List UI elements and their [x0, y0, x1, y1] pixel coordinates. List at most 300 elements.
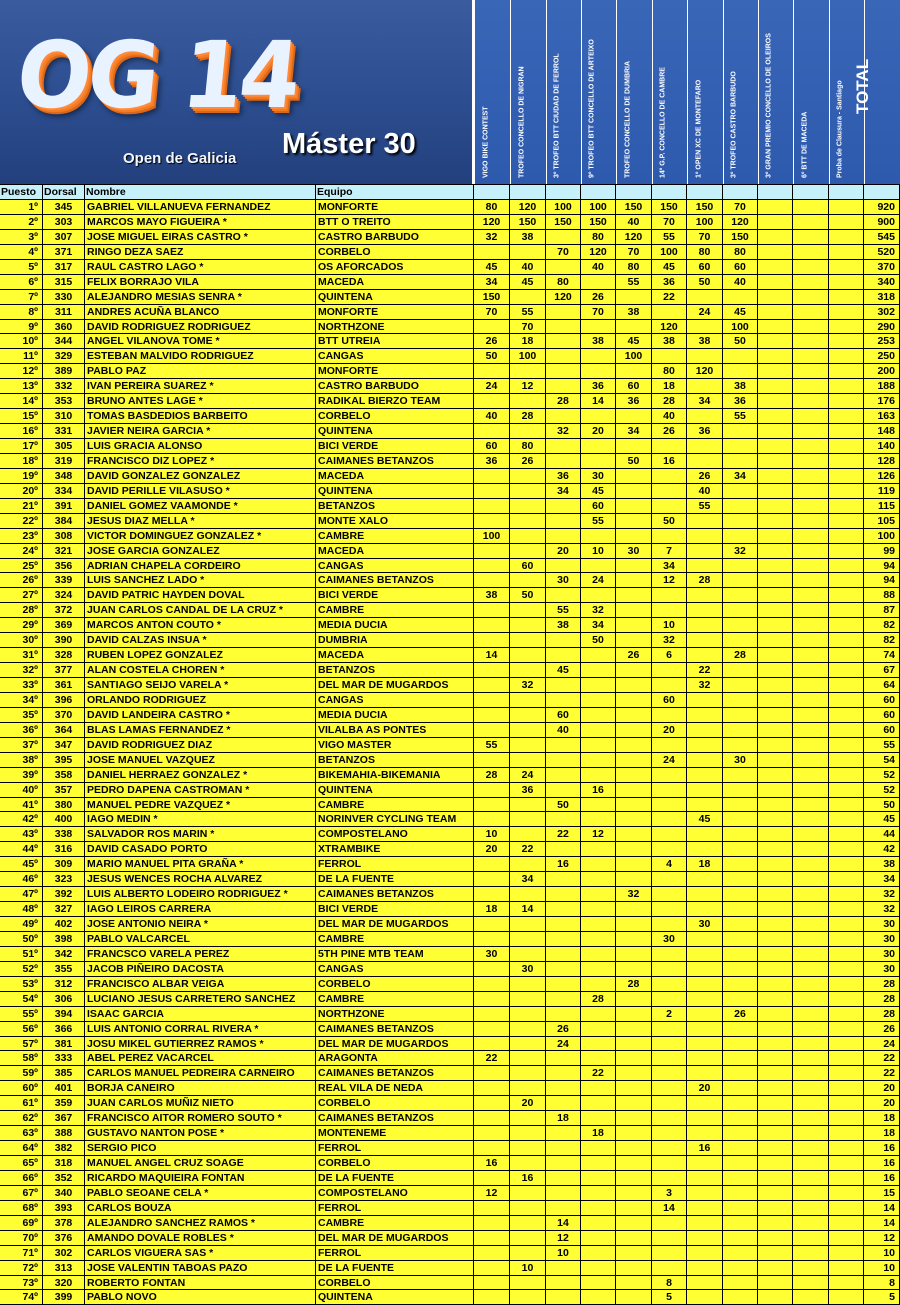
- cell-race-points: 28: [652, 394, 687, 408]
- cell-race-points: [758, 1051, 793, 1065]
- cell-race-points: [758, 812, 793, 826]
- cell-race-points: [581, 768, 616, 782]
- cell-total: 290: [864, 320, 900, 334]
- cell-race-points: [581, 1037, 616, 1051]
- cell-race-points: [829, 1141, 864, 1155]
- cell-race-points: [652, 1037, 687, 1051]
- cell-race-points: [616, 842, 652, 856]
- cell-race-points: 36: [510, 783, 546, 797]
- table-row: [0, 1141, 900, 1156]
- cell-race-points: 70: [510, 320, 546, 334]
- cell-race-points: [510, 1290, 546, 1304]
- cell-race-points: [758, 1007, 793, 1021]
- cell-puesto: 69º: [0, 1216, 43, 1230]
- cell-equipo: CASTRO BARBUDO: [316, 379, 474, 393]
- cell-race-points: [687, 1201, 723, 1215]
- cell-race-points: 150: [687, 200, 723, 214]
- cell-race-points: 55: [687, 499, 723, 513]
- cell-puesto: 33º: [0, 678, 43, 692]
- cell-total: 18: [864, 1111, 900, 1125]
- cell-race-points: [723, 454, 758, 468]
- table-row: [0, 454, 900, 469]
- cell-nombre: ABEL PEREZ VACARCEL: [85, 1051, 316, 1065]
- cell-race-points: [510, 1276, 546, 1290]
- cell-nombre: MARCOS ANTON COUTO *: [85, 618, 316, 632]
- cell-race-points: [723, 872, 758, 886]
- cell-total: 30: [864, 962, 900, 976]
- cell-nombre: JOSE VALENTIN TABOAS PAZO: [85, 1261, 316, 1275]
- table-row: [0, 783, 900, 798]
- table-row: [0, 1111, 900, 1126]
- cell-race-points: [829, 1201, 864, 1215]
- cell-nombre: BORJA CANEIRO: [85, 1081, 316, 1095]
- cell-race-points: [793, 1171, 829, 1185]
- cell-race-points: [793, 1126, 829, 1140]
- cell-race-points: 14: [474, 648, 510, 662]
- cell-race-points: 60: [546, 708, 581, 722]
- cell-race-points: [687, 962, 723, 976]
- cell-race-points: [510, 827, 546, 841]
- cell-race-points: 24: [687, 305, 723, 319]
- cell-equipo: MONTENEME: [316, 1126, 474, 1140]
- cell-race-points: [546, 499, 581, 513]
- cell-race-points: [758, 1096, 793, 1110]
- cell-puesto: 19º: [0, 469, 43, 483]
- cell-race-points: [687, 544, 723, 558]
- cell-equipo: CAMBRE: [316, 798, 474, 812]
- cell-race-points: [758, 409, 793, 423]
- cell-race-points: 55: [723, 409, 758, 423]
- cell-race-points: [510, 1156, 546, 1170]
- cell-puesto: 22º: [0, 514, 43, 528]
- cell-race-points: [474, 1126, 510, 1140]
- table-row: [0, 275, 900, 290]
- cell-race-points: [546, 409, 581, 423]
- cell-race-points: [581, 708, 616, 722]
- table-row: [0, 872, 900, 887]
- cell-race-points: [793, 1081, 829, 1095]
- cell-total: 253: [864, 334, 900, 348]
- cell-race-points: [793, 842, 829, 856]
- cell-race-points: [581, 1007, 616, 1021]
- cell-race-points: [793, 364, 829, 378]
- cell-dorsal: 302: [43, 1246, 85, 1260]
- cell-race-points: [546, 1276, 581, 1290]
- cell-dorsal: 356: [43, 559, 85, 573]
- cell-race-points: [652, 708, 687, 722]
- cell-nombre: PEDRO DAPENA CASTROMAN *: [85, 783, 316, 797]
- cell-puesto: 41º: [0, 798, 43, 812]
- cell-race-points: 38: [474, 588, 510, 602]
- cell-race-points: [510, 753, 546, 767]
- cell-dorsal: 357: [43, 783, 85, 797]
- cell-race-points: [510, 992, 546, 1006]
- cell-race-points: [758, 260, 793, 274]
- cell-race-points: [687, 977, 723, 991]
- cell-dorsal: 308: [43, 529, 85, 543]
- cell-race-points: [758, 1126, 793, 1140]
- cell-nombre: BLAS LAMAS FERNANDEZ *: [85, 723, 316, 737]
- cell-race-points: [829, 753, 864, 767]
- cell-race-points: [616, 484, 652, 498]
- cell-total: 22: [864, 1066, 900, 1080]
- cell-nombre: CARLOS MANUEL PEDREIRA CARNEIRO: [85, 1066, 316, 1080]
- cell-race-points: [474, 499, 510, 513]
- cell-race-points: [616, 723, 652, 737]
- cell-race-points: 120: [616, 230, 652, 244]
- cell-race-points: [723, 842, 758, 856]
- cell-nombre: FRANCSCO VARELA PEREZ: [85, 947, 316, 961]
- cell-nombre: FRANCISCO ALBAR VEIGA: [85, 977, 316, 991]
- cell-dorsal: 359: [43, 1096, 85, 1110]
- cell-race-points: [474, 723, 510, 737]
- cell-equipo: BETANZOS: [316, 753, 474, 767]
- cell-nombre: DAVID GONZALEZ GONZALEZ: [85, 469, 316, 483]
- cell-race-points: [687, 932, 723, 946]
- cell-race-points: [474, 603, 510, 617]
- cell-race-points: [474, 1246, 510, 1260]
- cell-nombre: ANGEL VILANOVA TOME *: [85, 334, 316, 348]
- cell-race-points: [793, 1261, 829, 1275]
- cell-puesto: 56º: [0, 1022, 43, 1036]
- cell-nombre: JESUS DIAZ MELLA *: [85, 514, 316, 528]
- table-row: [0, 215, 900, 230]
- cell-race-points: [510, 618, 546, 632]
- cell-race-points: [474, 872, 510, 886]
- cell-race-points: [829, 379, 864, 393]
- cell-race-points: [546, 1096, 581, 1110]
- table-row: [0, 230, 900, 245]
- cell-race-points: 50: [616, 454, 652, 468]
- cell-race-points: [616, 798, 652, 812]
- cell-race-points: 20: [510, 1096, 546, 1110]
- cell-race-points: [616, 1290, 652, 1304]
- cell-equipo: VIGO MASTER: [316, 738, 474, 752]
- cell-race-points: [616, 409, 652, 423]
- cell-race-points: [652, 603, 687, 617]
- cell-race-points: [546, 962, 581, 976]
- cell-race-points: [474, 484, 510, 498]
- cell-equipo: CANGAS: [316, 559, 474, 573]
- cell-race-points: [793, 529, 829, 543]
- cell-race-points: [829, 678, 864, 692]
- cell-race-points: [546, 812, 581, 826]
- cell-race-points: [616, 1186, 652, 1200]
- cell-race-points: [829, 1111, 864, 1125]
- cell-race-points: [793, 424, 829, 438]
- cell-dorsal: 400: [43, 812, 85, 826]
- cell-dorsal: 392: [43, 887, 85, 901]
- table-row: [0, 603, 900, 618]
- cell-race-points: [687, 290, 723, 304]
- table-row: [0, 768, 900, 783]
- cell-race-points: [687, 1290, 723, 1304]
- cell-puesto: 45º: [0, 857, 43, 871]
- cell-race-points: [510, 1111, 546, 1125]
- cell-race-points: [758, 1231, 793, 1245]
- cell-race-points: [474, 1096, 510, 1110]
- cell-race-points: [829, 544, 864, 558]
- race-header-1: [474, 0, 510, 184]
- cell-race-points: 38: [510, 230, 546, 244]
- cell-race-points: [793, 1066, 829, 1080]
- cell-dorsal: 333: [43, 1051, 85, 1065]
- cell-dorsal: 352: [43, 1171, 85, 1185]
- cell-race-points: [723, 1246, 758, 1260]
- table-row: [0, 588, 900, 603]
- cell-dorsal: 381: [43, 1037, 85, 1051]
- cell-race-points: [616, 618, 652, 632]
- cell-race-points: [474, 618, 510, 632]
- cell-race-points: [474, 1231, 510, 1245]
- cell-race-points: 18: [510, 334, 546, 348]
- cell-race-points: [616, 947, 652, 961]
- cell-race-points: [793, 1231, 829, 1245]
- cell-race-points: [510, 1186, 546, 1200]
- cell-race-points: [510, 1201, 546, 1215]
- cell-race-points: [616, 633, 652, 647]
- cell-race-points: 14: [581, 394, 616, 408]
- cell-race-points: 100: [546, 200, 581, 214]
- cell-dorsal: 321: [43, 544, 85, 558]
- cell-nombre: DAVID RODRIGUEZ DIAZ: [85, 738, 316, 752]
- cell-race-points: [687, 439, 723, 453]
- cell-race-points: [687, 1126, 723, 1140]
- cell-equipo: COMPOSTELANO: [316, 1186, 474, 1200]
- cell-race-points: 70: [616, 245, 652, 259]
- cell-race-points: [474, 663, 510, 677]
- cell-dorsal: 313: [43, 1261, 85, 1275]
- cell-puesto: 17º: [0, 439, 43, 453]
- cell-race-points: 10: [546, 1246, 581, 1260]
- cell-race-points: [793, 1290, 829, 1304]
- cell-race-points: [616, 1022, 652, 1036]
- cell-race-points: [687, 1156, 723, 1170]
- cell-race-points: [829, 708, 864, 722]
- cell-race-points: 28: [616, 977, 652, 991]
- cell-race-points: [723, 1186, 758, 1200]
- cell-nombre: IAGO LEIROS CARRERA: [85, 902, 316, 916]
- table-row: [0, 753, 900, 768]
- cell-race-points: [723, 827, 758, 841]
- cell-race-points: [829, 917, 864, 931]
- cell-dorsal: 311: [43, 305, 85, 319]
- cell-race-points: [687, 1051, 723, 1065]
- cell-race-points: [758, 290, 793, 304]
- cell-race-points: 150: [510, 215, 546, 229]
- cell-race-points: [581, 409, 616, 423]
- cell-race-points: [829, 215, 864, 229]
- cell-race-points: [652, 1261, 687, 1275]
- cell-race-points: 26: [652, 424, 687, 438]
- race-col-head: [510, 185, 546, 199]
- cell-race-points: [616, 290, 652, 304]
- cell-race-points: [510, 887, 546, 901]
- cell-race-points: [793, 275, 829, 289]
- cell-total: 24: [864, 1037, 900, 1051]
- cell-total: 18: [864, 1126, 900, 1140]
- cell-race-points: [510, 1022, 546, 1036]
- cell-equipo: BETANZOS: [316, 499, 474, 513]
- cell-equipo: MONFORTE: [316, 305, 474, 319]
- cell-puesto: 60º: [0, 1081, 43, 1095]
- cell-race-points: [474, 693, 510, 707]
- cell-race-points: [652, 439, 687, 453]
- cell-nombre: DAVID LANDEIRA CASTRO *: [85, 708, 316, 722]
- cell-nombre: IAGO MEDIN *: [85, 812, 316, 826]
- table-row: [0, 678, 900, 693]
- cell-race-points: 12: [510, 379, 546, 393]
- cell-race-points: [793, 1051, 829, 1065]
- cell-total: 64: [864, 678, 900, 692]
- cell-race-points: 36: [652, 275, 687, 289]
- cell-race-points: [829, 320, 864, 334]
- cell-race-points: [793, 977, 829, 991]
- race-col-head: [793, 185, 829, 199]
- cell-race-points: 32: [723, 544, 758, 558]
- cell-race-points: [687, 872, 723, 886]
- cell-race-points: [829, 812, 864, 826]
- race-headers: [474, 0, 900, 184]
- cell-race-points: [510, 693, 546, 707]
- table-row: [0, 499, 900, 514]
- cell-race-points: [616, 1051, 652, 1065]
- cell-race-points: [546, 559, 581, 573]
- cell-race-points: 28: [723, 648, 758, 662]
- cell-dorsal: 347: [43, 738, 85, 752]
- cell-race-points: [829, 588, 864, 602]
- cell-equipo: DE LA FUENTE: [316, 1261, 474, 1275]
- cell-nombre: CARLOS VIGUERA SAS *: [85, 1246, 316, 1260]
- cell-race-points: 32: [581, 603, 616, 617]
- cell-race-points: [581, 588, 616, 602]
- cell-race-points: [616, 1231, 652, 1245]
- cell-dorsal: 355: [43, 962, 85, 976]
- cell-total: 28: [864, 992, 900, 1006]
- cell-total: 318: [864, 290, 900, 304]
- cell-race-points: [510, 544, 546, 558]
- cell-race-points: [758, 962, 793, 976]
- cell-race-points: [758, 1022, 793, 1036]
- cell-race-points: [793, 1276, 829, 1290]
- cell-race-points: [616, 439, 652, 453]
- cell-race-points: [758, 469, 793, 483]
- table-row: [0, 305, 900, 320]
- cell-nombre: ESTEBAN MALVIDO RODRIGUEZ: [85, 349, 316, 363]
- cell-puesto: 49º: [0, 917, 43, 931]
- cell-race-points: [793, 738, 829, 752]
- cell-race-points: [546, 320, 581, 334]
- cell-race-points: [687, 738, 723, 752]
- cell-equipo: CANGAS: [316, 693, 474, 707]
- cell-race-points: 28: [581, 992, 616, 1006]
- cell-dorsal: 372: [43, 603, 85, 617]
- cell-puesto: 59º: [0, 1066, 43, 1080]
- cell-race-points: 24: [474, 379, 510, 393]
- cell-race-points: 55: [510, 305, 546, 319]
- cell-puesto: 51º: [0, 947, 43, 961]
- cell-race-points: 150: [652, 200, 687, 214]
- cell-race-points: 10: [510, 1261, 546, 1275]
- cell-race-points: [758, 902, 793, 916]
- cell-race-points: [793, 872, 829, 886]
- cell-race-points: [758, 394, 793, 408]
- cell-race-points: 36: [723, 394, 758, 408]
- cell-race-points: [687, 693, 723, 707]
- cell-total: 148: [864, 424, 900, 438]
- cell-race-points: [581, 887, 616, 901]
- cell-race-points: [829, 947, 864, 961]
- cell-race-points: 150: [616, 200, 652, 214]
- cell-race-points: [829, 1156, 864, 1170]
- cell-total: 94: [864, 559, 900, 573]
- cell-race-points: [723, 1037, 758, 1051]
- cell-race-points: [829, 932, 864, 946]
- cell-equipo: DUMBRIA: [316, 633, 474, 647]
- cell-race-points: [581, 1201, 616, 1215]
- cell-race-points: 30: [652, 932, 687, 946]
- cell-race-points: 14: [652, 1201, 687, 1215]
- cell-race-points: 100: [652, 245, 687, 259]
- cell-race-points: 34: [474, 275, 510, 289]
- cell-nombre: PABLO PAZ: [85, 364, 316, 378]
- cell-race-points: 45: [652, 260, 687, 274]
- cell-race-points: [652, 1111, 687, 1125]
- cell-race-points: [829, 1096, 864, 1110]
- cell-race-points: 34: [723, 469, 758, 483]
- cell-equipo: NORTHZONE: [316, 1007, 474, 1021]
- cell-race-points: [758, 559, 793, 573]
- cell-dorsal: 327: [43, 902, 85, 916]
- cell-race-points: 12: [581, 827, 616, 841]
- cell-total: 54: [864, 753, 900, 767]
- cell-race-points: [616, 529, 652, 543]
- cell-total: 74: [864, 648, 900, 662]
- cell-puesto: 52º: [0, 962, 43, 976]
- cell-puesto: 43º: [0, 827, 43, 841]
- cell-race-points: [616, 1261, 652, 1275]
- cell-race-points: [581, 439, 616, 453]
- cell-nombre: FRANCISCO DIZ LOPEZ *: [85, 454, 316, 468]
- cell-race-points: [687, 648, 723, 662]
- cell-equipo: CORBELO: [316, 1096, 474, 1110]
- cell-total: 88: [864, 588, 900, 602]
- cell-puesto: 8º: [0, 305, 43, 319]
- cell-race-points: [652, 663, 687, 677]
- cell-equipo: REAL VILA DE NEDA: [316, 1081, 474, 1095]
- cell-puesto: 15º: [0, 409, 43, 423]
- cell-race-points: [758, 992, 793, 1006]
- cell-puesto: 73º: [0, 1276, 43, 1290]
- cell-race-points: [474, 1037, 510, 1051]
- cell-race-points: [829, 1186, 864, 1200]
- table-row: [0, 439, 900, 454]
- cell-dorsal: 378: [43, 1216, 85, 1230]
- cell-puesto: 14º: [0, 394, 43, 408]
- cell-race-points: [829, 409, 864, 423]
- cell-race-points: [793, 1022, 829, 1036]
- cell-total: 119: [864, 484, 900, 498]
- cell-race-points: [474, 1261, 510, 1275]
- cell-nombre: DAVID CALZAS INSUA *: [85, 633, 316, 647]
- cell-race-points: [616, 1081, 652, 1095]
- cell-race-points: [829, 738, 864, 752]
- cell-race-points: [546, 1141, 581, 1155]
- cell-race-points: 30: [510, 962, 546, 976]
- cell-total: 340: [864, 275, 900, 289]
- cell-nombre: MANUEL ANGEL CRUZ SOAGE: [85, 1156, 316, 1170]
- table-row: [0, 1007, 900, 1022]
